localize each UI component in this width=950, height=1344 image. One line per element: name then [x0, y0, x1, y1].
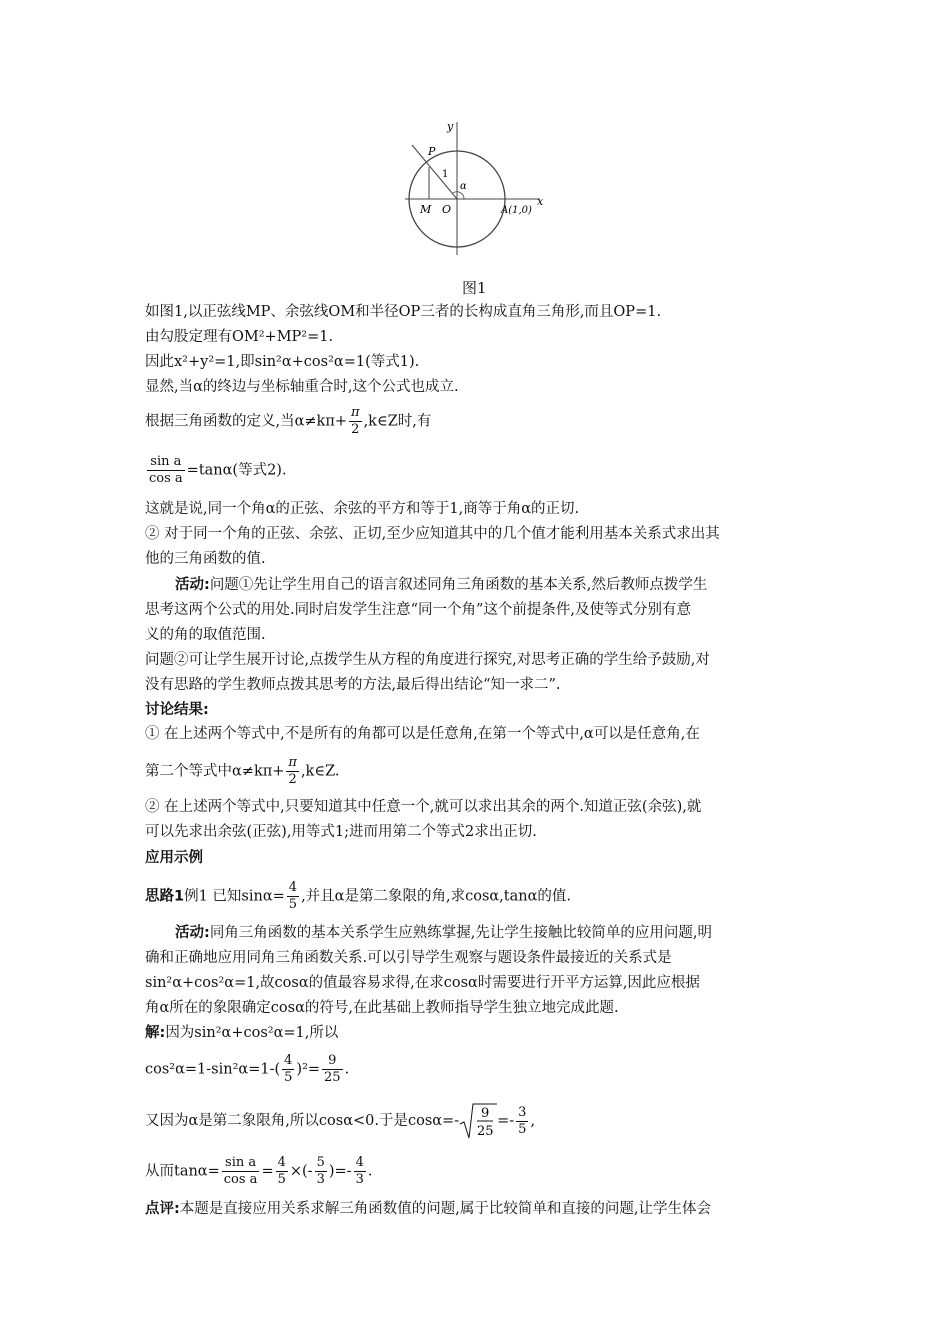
label-alpha: α — [460, 181, 467, 192]
section-heading: 讨论结果: — [145, 702, 209, 718]
fraction — [286, 755, 299, 788]
text-segment: =tanα(等式2). — [186, 462, 287, 479]
text-line: 显然,当α的终边与坐标轴重合时,这个公式也成立. — [145, 379, 459, 395]
label-M: M — [420, 203, 432, 216]
label-x: x — [537, 195, 544, 208]
fraction — [315, 1155, 327, 1188]
denominator: 3 — [316, 1172, 325, 1187]
numerator: 5 — [316, 1155, 325, 1170]
text-line — [175, 923, 712, 943]
text-line: 由勾股定理有OM²+MP²=1. — [145, 329, 334, 345]
text-segment: )²= — [296, 1061, 321, 1078]
text-line — [145, 1023, 338, 1043]
unit-circle-figure — [400, 117, 550, 257]
svg-text:25: 25 — [477, 1124, 494, 1139]
text-segment: ×(- — [289, 1163, 313, 1180]
text-line: 没有思路的学生教师点拨其思考的方法,最后得出结论“知一求二”. — [145, 677, 561, 693]
fraction — [349, 405, 362, 438]
text-segment: =- — [497, 1113, 515, 1129]
bold-label: 思路1 — [145, 888, 185, 905]
denominator: 25 — [324, 1070, 341, 1085]
label-A: A(1,0) — [501, 205, 532, 216]
denominator: cos a — [149, 471, 183, 486]
text-segment: 例1 已知sinα= — [184, 888, 285, 905]
text-segment: 第二个等式中α≠kπ+ — [145, 763, 285, 780]
numerator: 4 — [355, 1155, 364, 1170]
text-segment: = — [261, 1163, 274, 1180]
text-line — [145, 880, 571, 913]
text-segment: 同角三角函数的基本关系学生应熟练掌握,先让学生接触比较简单的应用问题,明 — [209, 925, 713, 941]
numerator: 9 — [322, 1053, 343, 1070]
text-segment: cos²α=1-sin²α=1-( — [145, 1061, 281, 1078]
label-P: P — [428, 145, 436, 158]
text-line: sin²α+cos²α=1,故cosα的值最容易求得,在求cosα时需要进行开平方运算,因此应根据 — [145, 975, 700, 991]
numerator: π — [351, 405, 360, 420]
fraction — [147, 454, 185, 487]
text-segment: )=- — [328, 1163, 352, 1180]
text-line: 这就是说,同一个角α的正弦、余弦的平方和等于1,商等于角α的正切. — [145, 501, 580, 517]
label-one: 1 — [442, 169, 449, 180]
bold-label: 活动: — [175, 577, 210, 593]
radical-sign — [459, 1102, 497, 1140]
denominator: 5 — [288, 897, 298, 912]
denominator: 2 — [288, 772, 297, 787]
fraction — [282, 1053, 294, 1086]
text-segment: ,并且α是第二象限的角,求cosα,tanα的值. — [301, 888, 571, 905]
text-line — [145, 1053, 349, 1086]
text-line: 因此x²+y²=1,即sin²α+cos²α=1(等式1). — [145, 354, 420, 370]
label-O: O — [442, 203, 452, 216]
text-line: 确和正确地应用同角三角函数关系.可以引导学生观察与题设条件最接近的关系式是 — [145, 950, 672, 966]
text-line: 问题②可让学生展开讨论,点拨学生从方程的角度进行探究,对思考正确的学生给予鼓励,对 — [145, 652, 710, 668]
text-line — [175, 575, 707, 595]
text-segment: ,k∈Z. — [300, 763, 340, 780]
text-line — [145, 1102, 535, 1140]
numerator: sin a — [222, 1155, 260, 1172]
text-segment: . — [344, 1061, 350, 1078]
fraction — [354, 1155, 366, 1188]
denominator: 3 — [355, 1172, 364, 1187]
denominator: 5 — [284, 1070, 293, 1085]
square-root — [459, 1102, 497, 1140]
denominator: 2 — [351, 422, 360, 437]
fraction — [276, 1155, 288, 1188]
text-line — [145, 755, 340, 788]
label-y: y — [447, 120, 454, 133]
numerator: π — [288, 755, 297, 770]
bold-label: 点评: — [145, 1201, 180, 1217]
text-segment: , — [530, 1113, 536, 1129]
text-line: ② 对于同一个角的正弦、余弦、正切,至少应知道其中的几个值才能利用基本关系式求出其 — [145, 526, 720, 542]
text-segment: . — [367, 1163, 373, 1180]
text-segment: 因为sin²α+cos²α=1,所以 — [165, 1025, 339, 1041]
text-line — [145, 405, 431, 438]
denominator: 5 — [277, 1172, 286, 1187]
text-segment: 根据三角函数的定义,当α≠kπ+ — [145, 413, 348, 430]
numerator: 4 — [277, 1155, 286, 1170]
text-line: 可以先求出余弦(正弦),用等式1;进而用第二个等式2求出正切. — [145, 824, 537, 840]
fraction — [287, 880, 299, 913]
text-segment: 问题①先让学生用自己的语言叙述同角三角函数的基本关系,然后教师点拨学生 — [209, 577, 708, 593]
fraction — [322, 1053, 343, 1086]
svg-text:9: 9 — [481, 1106, 490, 1121]
text-segment: 从而tanα= — [145, 1163, 220, 1180]
text-line: 思考这两个公式的用处.同时启发学生注意“同一个角”这个前提条件,及使等式分别有意 — [145, 602, 692, 618]
numerator: sin a — [147, 454, 185, 471]
numerator: 4 — [284, 1053, 293, 1068]
numerator: 3 — [518, 1104, 527, 1120]
text-segment: 本题是直接应用关系求解三角函数值的问题,属于比较简单和直接的问题,让学生体会 — [179, 1201, 712, 1217]
denominator: cos a — [223, 1172, 258, 1187]
text-line: ② 在上述两个等式中,只要知道其中任意一个,就可以求出其余的两个.知道正弦(余弦),就 — [145, 799, 702, 815]
denominator: 5 — [518, 1121, 527, 1137]
text-line — [145, 454, 287, 487]
text-line — [145, 1155, 372, 1188]
text-line: ① 在上述两个等式中,不是所有的角都可以是任意角,在第一个等式中,α可以是任意角,在 — [145, 726, 700, 742]
text-segment: ,k∈Z时,有 — [363, 413, 432, 430]
text-line — [145, 1199, 711, 1219]
text-line: 义的角的取值范围. — [145, 627, 266, 643]
bold-label: 解: — [145, 1025, 166, 1041]
angle-arc — [453, 192, 464, 199]
section-heading: 应用示例 — [145, 850, 203, 866]
fraction — [516, 1105, 528, 1138]
text-line: 如图1,以正弦线MP、余弦线OM和半径OP三者的长构成直角三角形,而且OP=1. — [145, 304, 662, 320]
numerator: 4 — [288, 880, 298, 895]
text-line: 他的三角函数的值. — [145, 551, 266, 567]
bold-label: 活动: — [175, 925, 210, 941]
text-line: 角α所在的象限确定cosα的符号,在此基础上教师指导学生独立地完成此题. — [145, 1000, 619, 1016]
fraction — [222, 1155, 260, 1188]
figure-caption: 图1 — [462, 279, 487, 297]
text-segment: 又因为α是第二象限角,所以cosα<0.于是cosα=- — [145, 1113, 460, 1129]
